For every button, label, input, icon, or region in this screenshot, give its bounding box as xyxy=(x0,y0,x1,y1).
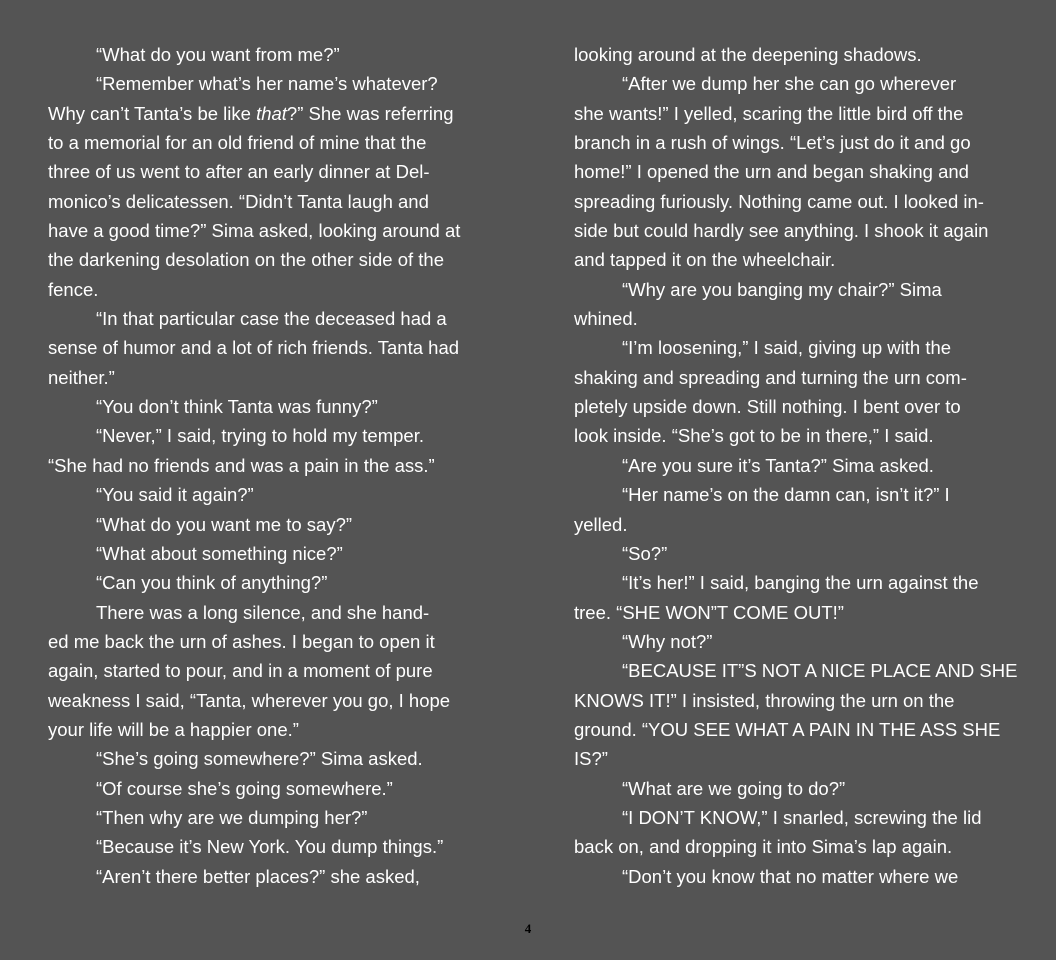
text-line: whined. xyxy=(574,308,638,330)
text-line: ed me back the urn of ashes. I began to open it xyxy=(48,630,435,652)
text-line: “Remember what’s her name’s whatever? xyxy=(96,73,438,95)
emphasis: that xyxy=(256,102,287,124)
text-line: IS?” xyxy=(574,748,608,770)
text-line: “Can you think of anything?” xyxy=(96,572,328,594)
text-line: have a good time?” Sima asked, looking around at xyxy=(48,220,461,242)
text-line: “What about something nice?” xyxy=(96,542,343,564)
text-line: branch in a rush of wings. “Let’s just do it and go xyxy=(574,132,971,154)
text-line: “So?” xyxy=(622,542,668,564)
page-number: 4 xyxy=(524,921,532,936)
text-line: “Aren’t there better places?” she asked, xyxy=(96,865,420,887)
text-line: “Why are you banging my chair?” Sima xyxy=(622,278,942,300)
text-line: “What are we going to do?” xyxy=(622,777,846,799)
text-line: There was a long silence, and she hand- xyxy=(96,601,430,623)
text-line: “You don’t think Tanta was funny?” xyxy=(96,396,378,418)
text-line: again, started to pour, and in a moment of pure xyxy=(48,660,433,682)
text-line: “Then why are we dumping her?” xyxy=(96,806,368,828)
text-line: “She had no friends and was a pain in the ass.” xyxy=(48,454,435,476)
text-line: yelled. xyxy=(574,513,628,535)
text-line: “I DON’T KNOW,” I snarled, screwing the lid xyxy=(622,806,982,828)
text-line: weakness I said, “Tanta, wherever you go, I hope xyxy=(48,689,451,711)
text-line: pletely upside down. Still nothing. I bent over to xyxy=(574,396,961,418)
text-line: “After we dump her she can go wherever xyxy=(622,73,957,95)
text-line: “It’s her!” I said, banging the urn against the xyxy=(622,572,979,594)
text-line: “In that particular case the deceased had a xyxy=(96,308,447,330)
text-line: home!” I opened the urn and began shaking and xyxy=(574,161,969,183)
text-line: “Because it’s New York. You dump things.” xyxy=(96,836,444,858)
text-line: fence. xyxy=(48,278,99,300)
text-line: tree. “SHE WON”T COME OUT!” xyxy=(574,601,844,623)
left-text-column xyxy=(48,40,488,891)
text-line: “Are you sure it’s Tanta?” Sima asked. xyxy=(622,454,934,476)
text-line: “You said it again?” xyxy=(96,484,254,506)
text-line: three of us went to after an early dinner at Del- xyxy=(48,161,430,183)
text-line: “She’s going somewhere?” Sima asked. xyxy=(96,748,423,770)
text-line: side but could hardly see anything. I shook it again xyxy=(574,220,989,242)
text-line: “BECAUSE IT”S NOT A NICE PLACE AND SHE xyxy=(622,660,1018,682)
text-line: and tapped it on the wheelchair. xyxy=(574,249,836,271)
text-line: spreading furiously. Nothing came out. I looked in- xyxy=(574,190,984,212)
text-line: “What do you want from me?” xyxy=(96,44,340,65)
right-text-column xyxy=(574,40,1018,891)
text-line: sense of humor and a lot of rich friends. Tanta had xyxy=(48,337,460,359)
text-line: the darkening desolation on the other side of the xyxy=(48,249,444,271)
text-line: “Why not?” xyxy=(622,630,713,652)
text-line: “Her name’s on the damn can, isn’t it?” I xyxy=(622,484,950,506)
text-line: Why can’t Tanta’s be like that?” She was referring xyxy=(48,102,454,124)
text-line: “Of course she’s going somewhere.” xyxy=(96,777,393,799)
text-line: shaking and spreading and turning the urn com- xyxy=(574,366,967,388)
text-line: “Don’t you know that no matter where we xyxy=(622,865,959,887)
text-line: KNOWS IT!” I insisted, throwing the urn on the xyxy=(574,689,955,711)
text-line: “Never,” I said, trying to hold my temper. xyxy=(96,425,424,447)
text-line: to a memorial for an old friend of mine that the xyxy=(48,132,427,154)
text-line: ground. “YOU SEE WHAT A PAIN IN THE ASS SHE xyxy=(574,718,1001,740)
text-line: look inside. “She’s got to be in there,” I said. xyxy=(574,425,934,447)
text-line: “I’m loosening,” I said, giving up with the xyxy=(622,337,952,359)
text-line: your life will be a happier one.” xyxy=(48,718,299,740)
text-line: monico’s delicatessen. “Didn’t Tanta laugh and xyxy=(48,190,429,212)
text-line: “What do you want me to say?” xyxy=(96,513,353,535)
text-line: looking around at the deepening shadows. xyxy=(574,44,922,65)
text-line: back on, and dropping it into Sima’s lap again. xyxy=(574,836,953,858)
text-line: she wants!” I yelled, scaring the little bird off the xyxy=(574,102,964,124)
text-line: neither.” xyxy=(48,366,115,388)
